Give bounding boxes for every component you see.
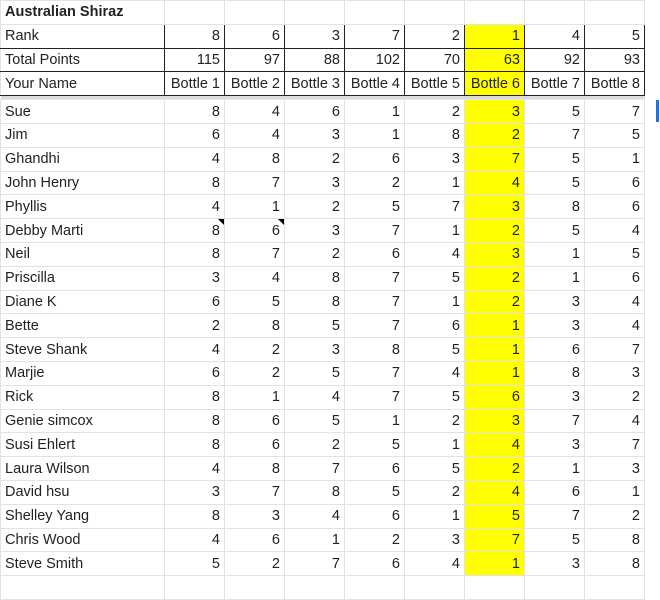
empty-cell[interactable] [225, 1, 285, 25]
score-cell[interactable]: 2 [405, 480, 465, 504]
score-cell[interactable]: 1 [225, 385, 285, 409]
score-cell[interactable]: 7 [345, 266, 405, 290]
score-cell[interactable]: 2 [405, 100, 465, 124]
rank-cell[interactable]: 1 [465, 24, 525, 48]
score-cell[interactable]: 4 [465, 480, 525, 504]
score-cell[interactable]: 1 [405, 504, 465, 528]
score-cell[interactable]: 3 [465, 242, 525, 266]
score-cell[interactable]: 6 [165, 290, 225, 314]
score-cell[interactable]: 8 [525, 195, 585, 219]
taster-name-cell[interactable]: Susi Ehlert [1, 433, 165, 457]
score-cell[interactable]: 5 [345, 195, 405, 219]
taster-name-cell[interactable]: John Henry [1, 171, 165, 195]
score-cell[interactable]: 6 [165, 123, 225, 147]
rank-row-label[interactable]: Rank [1, 24, 165, 48]
score-cell[interactable]: 1 [345, 123, 405, 147]
empty-cell[interactable] [345, 1, 405, 25]
score-cell[interactable]: 8 [345, 338, 405, 362]
score-cell[interactable]: 6 [345, 552, 405, 576]
total-points-cell[interactable]: 70 [405, 48, 465, 72]
score-cell[interactable]: 5 [285, 409, 345, 433]
score-cell[interactable]: 7 [285, 457, 345, 481]
taster-name-cell[interactable]: Chris Wood [1, 528, 165, 552]
score-cell[interactable]: 4 [585, 290, 645, 314]
score-cell[interactable]: 7 [345, 385, 405, 409]
score-cell[interactable]: 8 [165, 504, 225, 528]
score-cell[interactable]: 3 [285, 338, 345, 362]
score-cell[interactable]: 7 [285, 552, 345, 576]
bottle-header-cell[interactable]: Bottle 7 [525, 72, 585, 96]
taster-name-cell[interactable]: Steve Smith [1, 552, 165, 576]
score-cell[interactable]: 1 [405, 219, 465, 243]
score-cell[interactable]: 4 [405, 552, 465, 576]
score-cell[interactable]: 5 [585, 123, 645, 147]
total-points-cell[interactable]: 93 [585, 48, 645, 72]
score-cell[interactable]: 6 [225, 433, 285, 457]
empty-cell[interactable] [285, 1, 345, 25]
score-cell[interactable]: 1 [525, 266, 585, 290]
taster-name-cell[interactable]: Rick [1, 385, 165, 409]
table-row [1, 123, 645, 147]
score-cell[interactable]: 1 [525, 457, 585, 481]
table-row [1, 361, 645, 385]
score-cell[interactable]: 8 [165, 100, 225, 124]
score-cell[interactable]: 1 [225, 195, 285, 219]
score-cell[interactable]: 1 [585, 147, 645, 171]
score-cell[interactable]: 1 [285, 528, 345, 552]
taster-name-cell[interactable]: Laura Wilson [1, 457, 165, 481]
rank-cell[interactable]: 2 [405, 24, 465, 48]
taster-name-cell[interactable]: Priscilla [1, 266, 165, 290]
total-points-row [1, 48, 645, 72]
score-cell[interactable]: 7 [585, 433, 645, 457]
table-row [1, 219, 645, 243]
score-cell[interactable]: 4 [165, 528, 225, 552]
table-row [1, 528, 645, 552]
score-cell[interactable]: 2 [465, 457, 525, 481]
score-cell[interactable]: 4 [465, 433, 525, 457]
taster-name-cell[interactable]: David hsu [1, 480, 165, 504]
score-cell[interactable]: 3 [285, 219, 345, 243]
score-cell[interactable]: 8 [165, 171, 225, 195]
bottle-header-row [1, 72, 645, 96]
score-cell[interactable]: 6 [345, 242, 405, 266]
score-cell[interactable]: 1 [465, 552, 525, 576]
score-cell[interactable]: 5 [525, 147, 585, 171]
total-points-cell[interactable]: 115 [165, 48, 225, 72]
table-row [1, 195, 645, 219]
score-cell[interactable]: 7 [585, 338, 645, 362]
bottle-header-cell[interactable]: Bottle 8 [585, 72, 645, 96]
total-points-row-label[interactable]: Total Points [1, 48, 165, 72]
empty-cell[interactable] [585, 576, 645, 600]
score-cell[interactable]: 6 [345, 504, 405, 528]
score-cell[interactable]: 6 [225, 219, 285, 243]
table-row [1, 266, 645, 290]
score-cell[interactable]: 3 [225, 504, 285, 528]
bottle-header-cell[interactable]: Bottle 1 [165, 72, 225, 96]
score-cell[interactable]: 3 [405, 528, 465, 552]
table-row [1, 480, 645, 504]
table-row [1, 242, 645, 266]
score-cell[interactable]: 6 [165, 361, 225, 385]
score-cell[interactable]: 7 [345, 290, 405, 314]
score-cell[interactable]: 1 [345, 100, 405, 124]
table-row [1, 290, 645, 314]
score-cell[interactable]: 1 [405, 290, 465, 314]
score-cell[interactable]: 2 [465, 123, 525, 147]
score-cell[interactable]: 6 [285, 100, 345, 124]
score-cell[interactable]: 8 [285, 290, 345, 314]
score-cell[interactable]: 4 [585, 314, 645, 338]
rank-cell[interactable]: 3 [285, 24, 345, 48]
score-cell[interactable]: 7 [345, 314, 405, 338]
score-cell[interactable]: 8 [165, 219, 225, 243]
empty-cell[interactable] [525, 576, 585, 600]
score-cell[interactable]: 4 [405, 242, 465, 266]
score-cell[interactable]: 3 [285, 123, 345, 147]
score-cell[interactable]: 3 [465, 409, 525, 433]
title-row [1, 1, 645, 25]
score-cell[interactable]: 6 [525, 338, 585, 362]
score-cell[interactable]: 6 [465, 385, 525, 409]
table-row [1, 147, 645, 171]
score-cell[interactable]: 8 [225, 147, 285, 171]
score-cell[interactable]: 8 [165, 433, 225, 457]
total-points-cell[interactable]: 97 [225, 48, 285, 72]
score-cell[interactable]: 8 [165, 385, 225, 409]
score-cell[interactable]: 2 [585, 504, 645, 528]
table-row [1, 457, 645, 481]
empty-cell[interactable] [405, 1, 465, 25]
total-points-cell[interactable]: 102 [345, 48, 405, 72]
taster-name-cell[interactable]: Diane K [1, 290, 165, 314]
rank-cell[interactable]: 6 [225, 24, 285, 48]
score-cell[interactable]: 4 [585, 409, 645, 433]
score-cell[interactable]: 4 [405, 361, 465, 385]
empty-cell[interactable] [1, 576, 165, 600]
score-cell[interactable]: 7 [225, 480, 285, 504]
score-cell[interactable]: 1 [405, 171, 465, 195]
score-cell[interactable]: 3 [285, 171, 345, 195]
score-cell[interactable]: 3 [165, 266, 225, 290]
taster-name-cell[interactable]: Phyllis [1, 195, 165, 219]
score-cell[interactable]: 2 [285, 147, 345, 171]
score-cell[interactable]: 5 [225, 290, 285, 314]
score-cell[interactable]: 5 [405, 338, 465, 362]
taster-name-cell[interactable]: Genie simcox [1, 409, 165, 433]
score-cell[interactable]: 5 [585, 242, 645, 266]
taster-name-cell[interactable]: Ghandhi [1, 147, 165, 171]
score-cell[interactable]: 2 [585, 385, 645, 409]
score-cell[interactable]: 2 [165, 314, 225, 338]
score-cell[interactable]: 8 [225, 457, 285, 481]
score-cell[interactable]: 5 [525, 219, 585, 243]
score-cell[interactable]: 5 [525, 528, 585, 552]
score-cell[interactable]: 7 [345, 361, 405, 385]
total-points-cell[interactable]: 88 [285, 48, 345, 72]
score-cell[interactable]: 5 [525, 171, 585, 195]
score-cell[interactable]: 7 [405, 195, 465, 219]
score-cell[interactable]: 1 [465, 314, 525, 338]
score-cell[interactable]: 8 [165, 409, 225, 433]
table-row [1, 338, 645, 362]
score-cell[interactable]: 8 [285, 266, 345, 290]
empty-cell[interactable] [465, 576, 525, 600]
empty-cell[interactable] [405, 576, 465, 600]
taster-name-cell[interactable]: Steve Shank [1, 338, 165, 362]
total-points-cell[interactable]: 92 [525, 48, 585, 72]
score-cell[interactable]: 2 [465, 290, 525, 314]
bottle-header-cell[interactable]: Bottle 5 [405, 72, 465, 96]
taster-name-cell[interactable]: Bette [1, 314, 165, 338]
score-cell[interactable]: 5 [405, 457, 465, 481]
score-cell[interactable]: 6 [405, 314, 465, 338]
score-cell[interactable]: 5 [405, 266, 465, 290]
score-cell[interactable]: 1 [405, 433, 465, 457]
empty-cell[interactable] [465, 1, 525, 25]
score-cell[interactable]: 3 [405, 147, 465, 171]
score-cell[interactable]: 5 [465, 504, 525, 528]
empty-cell[interactable] [165, 1, 225, 25]
empty-cell[interactable] [225, 576, 285, 600]
taster-name-cell[interactable]: Shelley Yang [1, 504, 165, 528]
score-cell[interactable]: 3 [465, 100, 525, 124]
score-cell[interactable]: 7 [345, 219, 405, 243]
score-cell[interactable]: 1 [525, 242, 585, 266]
score-cell[interactable]: 8 [525, 361, 585, 385]
score-cell[interactable]: 2 [345, 528, 405, 552]
score-cell[interactable]: 2 [225, 338, 285, 362]
score-cell[interactable]: 7 [225, 171, 285, 195]
score-cell[interactable]: 2 [345, 171, 405, 195]
score-cell[interactable]: 4 [225, 123, 285, 147]
score-cell[interactable]: 8 [165, 242, 225, 266]
empty-row [1, 576, 645, 600]
score-cell[interactable]: 7 [585, 100, 645, 124]
score-cell[interactable]: 8 [585, 528, 645, 552]
score-cell[interactable]: 1 [585, 480, 645, 504]
score-cell[interactable]: 6 [525, 480, 585, 504]
taster-name-cell[interactable]: Marjie [1, 361, 165, 385]
score-cell[interactable]: 6 [225, 528, 285, 552]
rank-cell[interactable]: 7 [345, 24, 405, 48]
score-cell[interactable]: 5 [345, 433, 405, 457]
score-cell[interactable]: 2 [285, 242, 345, 266]
score-cell[interactable]: 5 [165, 552, 225, 576]
score-cell[interactable]: 4 [285, 385, 345, 409]
taster-name-cell[interactable]: Debby Marti [1, 219, 165, 243]
score-cell[interactable]: 5 [405, 385, 465, 409]
taster-name-cell[interactable]: Sue [1, 100, 165, 124]
table-row [1, 433, 645, 457]
score-cell[interactable]: 1 [465, 361, 525, 385]
empty-cell[interactable] [165, 576, 225, 600]
empty-cell[interactable] [585, 1, 645, 25]
score-cell[interactable]: 8 [225, 314, 285, 338]
score-cell[interactable]: 3 [525, 314, 585, 338]
score-cell[interactable]: 4 [165, 147, 225, 171]
score-cell[interactable]: 5 [285, 314, 345, 338]
score-cell[interactable]: 5 [345, 480, 405, 504]
table-row [1, 385, 645, 409]
sheet-title[interactable]: Australian Shiraz [1, 1, 165, 25]
score-cell[interactable]: 3 [465, 195, 525, 219]
bottle-header-cell[interactable]: Bottle 3 [285, 72, 345, 96]
score-cell[interactable]: 3 [525, 552, 585, 576]
bottle-header-cell[interactable]: Bottle 2 [225, 72, 285, 96]
score-cell[interactable]: 2 [405, 409, 465, 433]
score-cell[interactable]: 7 [525, 123, 585, 147]
total-points-cell[interactable]: 63 [465, 48, 525, 72]
score-cell[interactable]: 5 [285, 361, 345, 385]
rank-cell[interactable]: 4 [525, 24, 585, 48]
score-cell[interactable]: 6 [585, 171, 645, 195]
rank-cell[interactable]: 8 [165, 24, 225, 48]
taster-name-cell[interactable]: Neil [1, 242, 165, 266]
score-cell[interactable]: 2 [285, 195, 345, 219]
score-cell[interactable]: 8 [405, 123, 465, 147]
score-cell[interactable]: 5 [525, 100, 585, 124]
score-cell[interactable]: 2 [225, 361, 285, 385]
score-cell[interactable]: 6 [585, 266, 645, 290]
bottle-header-row-label[interactable]: Your Name [1, 72, 165, 96]
score-cell[interactable]: 2 [285, 433, 345, 457]
score-cell[interactable]: 3 [165, 480, 225, 504]
score-cell[interactable]: 1 [345, 409, 405, 433]
score-cell[interactable]: 4 [465, 171, 525, 195]
table-row [1, 171, 645, 195]
score-cell[interactable]: 3 [585, 361, 645, 385]
table-row [1, 552, 645, 576]
score-cell[interactable]: 8 [285, 480, 345, 504]
score-cell[interactable]: 4 [225, 266, 285, 290]
table-row [1, 409, 645, 433]
bottle-header-cell[interactable]: Bottle 6 [465, 72, 525, 96]
score-cell[interactable]: 1 [465, 338, 525, 362]
score-cell[interactable]: 7 [465, 528, 525, 552]
score-cell[interactable]: 4 [225, 100, 285, 124]
score-cell[interactable]: 8 [585, 552, 645, 576]
table-row [1, 504, 645, 528]
rank-cell[interactable]: 5 [585, 24, 645, 48]
bottle-header-cell[interactable]: Bottle 4 [345, 72, 405, 96]
score-cell[interactable]: 4 [165, 338, 225, 362]
score-cell[interactable]: 7 [225, 242, 285, 266]
score-cell[interactable]: 2 [465, 266, 525, 290]
score-cell[interactable]: 6 [345, 147, 405, 171]
score-cell[interactable]: 3 [525, 433, 585, 457]
score-cell[interactable]: 6 [345, 457, 405, 481]
empty-cell[interactable] [345, 576, 405, 600]
rank-row [1, 24, 645, 48]
table-row [1, 100, 645, 124]
empty-cell[interactable] [285, 576, 345, 600]
score-cell[interactable]: 6 [585, 195, 645, 219]
score-cell[interactable]: 4 [585, 219, 645, 243]
table-row [1, 314, 645, 338]
taster-name-cell[interactable]: Jim [1, 123, 165, 147]
score-cell[interactable]: 7 [465, 147, 525, 171]
empty-cell[interactable] [525, 1, 585, 25]
score-cell[interactable]: 3 [525, 385, 585, 409]
score-cell[interactable]: 7 [525, 504, 585, 528]
score-cell[interactable]: 3 [585, 457, 645, 481]
selection-handle[interactable] [656, 100, 659, 122]
score-cell[interactable]: 4 [165, 195, 225, 219]
score-cell[interactable]: 6 [225, 409, 285, 433]
score-cell[interactable]: 4 [285, 504, 345, 528]
score-cell[interactable]: 7 [525, 409, 585, 433]
score-cell[interactable]: 2 [465, 219, 525, 243]
score-cell[interactable]: 4 [165, 457, 225, 481]
score-cell[interactable]: 3 [525, 290, 585, 314]
score-cell[interactable]: 2 [225, 552, 285, 576]
